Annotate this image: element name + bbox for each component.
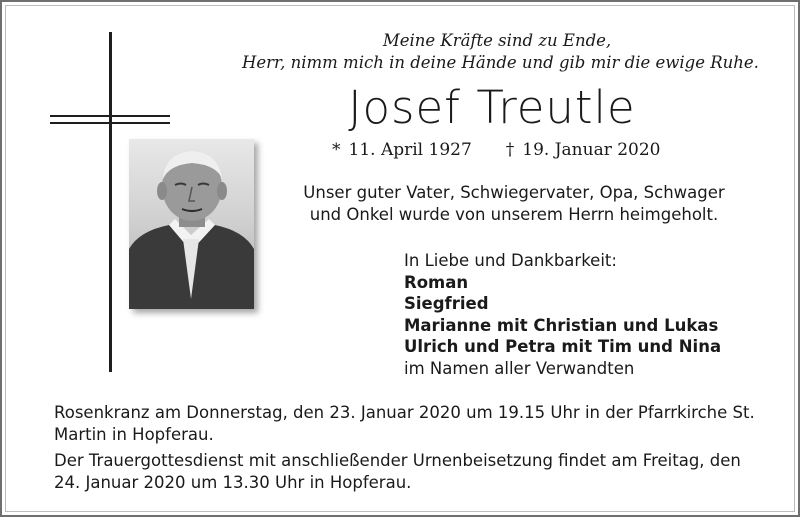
life-dates [332,138,672,162]
passing-message-line-2: und Onkel wurde von unserem Herrn heimgeholt. [309,205,719,224]
mourner-name: Marianne mit Christian und Lukas [404,315,719,335]
cross-vertical-bar [109,32,112,372]
portrait-photo [129,139,254,309]
birth-date: 11. April 1927 [348,140,472,160]
deceased-name: Josef Treutle [348,81,636,134]
cross-horizontal-bar-bottom [50,122,170,124]
mourner-name: Roman [404,272,469,292]
birth-symbol: * [332,140,341,160]
funeral-info: Der Trauergottesdienst mit anschließender Urnenbeisetzung findet am Freitag, den 24. Januar 2020 um 13.30 Uhr in Hopferau. [54,451,741,492]
mourners-intro: In Liebe und Dankbarkeit: [404,251,617,270]
mourners-closing: im Namen aller Verwandten [404,358,635,378]
motto-line-2: Herr, nimm mich in deine Hände und gib mir die ewige Ruhe. [242,53,759,72]
mourner-name: Siegfried [404,294,489,313]
motto-verse [242,30,759,74]
cross-horizontal-bar-top [50,115,170,117]
service-details [54,402,764,498]
motto-line-1: Meine Kräfte sind zu Ende, [382,31,612,50]
death-date: 19. Januar 2020 [522,140,661,160]
mourners-list [404,250,764,379]
death-symbol: † [505,140,515,160]
portrait-illustration [129,139,254,309]
birth-date-group [332,138,472,162]
passing-message-line-1: Unser guter Vater, Schwiegervater, Opa, Schwager [303,183,725,202]
rosary-info: Rosenkranz am Donnerstag, den 23. Januar 2020 um 19.15 Uhr in der Pfarrkirche St. Martin in Hopferau. [54,403,755,444]
death-date-group [506,138,661,162]
mourner-name: Ulrich und Petra mit Tim und Nina [404,337,722,356]
passing-message [284,182,744,226]
